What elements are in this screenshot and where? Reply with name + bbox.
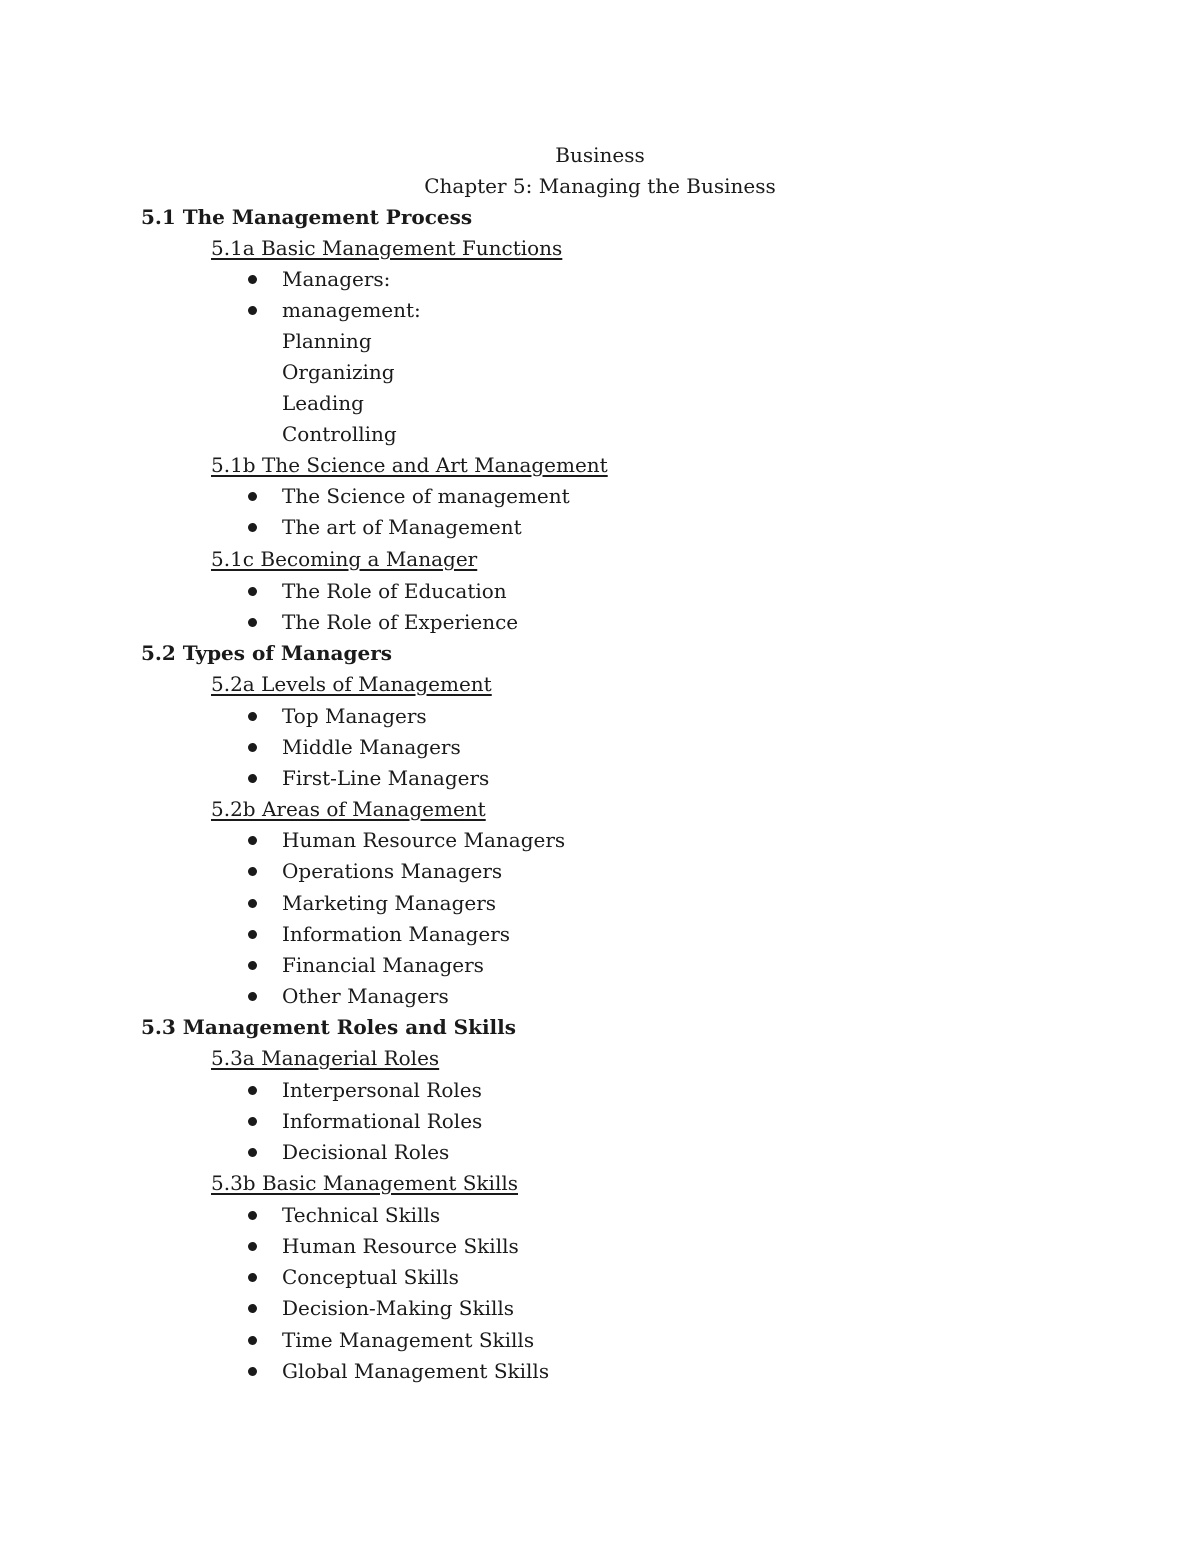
list-item <box>248 576 507 607</box>
subsection-heading: 5.3a Managerial Roles <box>211 1046 440 1070</box>
list-item <box>248 1325 535 1356</box>
function-item: Organizing <box>282 360 395 384</box>
list-item <box>248 607 519 638</box>
list-item <box>248 512 522 543</box>
bullet-icon <box>248 1117 257 1126</box>
list-item-text: Middle Managers <box>282 735 461 759</box>
list-item-text: Information Managers <box>282 922 511 946</box>
bullet-icon <box>248 1367 257 1376</box>
document-title: Business <box>555 143 645 167</box>
list-item <box>248 1293 515 1324</box>
list-item-text: First-Line Managers <box>282 766 490 790</box>
list-item <box>248 295 421 326</box>
list-item-text: Operations Managers <box>282 859 503 883</box>
list-item <box>248 1356 550 1387</box>
bullet-icon <box>248 836 257 845</box>
bullet-icon <box>248 930 257 939</box>
bullet-icon <box>248 1304 257 1313</box>
list-item-text: Top Managers <box>282 704 427 728</box>
bullet-icon <box>248 961 257 970</box>
list-item-text: Informational Roles <box>282 1109 483 1133</box>
chapter-title: Chapter 5: Managing the Business <box>424 174 776 198</box>
list-item-text: Other Managers <box>282 984 449 1008</box>
bullet-icon <box>248 1336 257 1345</box>
section-heading: 5.1 The Management Process <box>141 205 473 229</box>
list-item <box>248 732 461 763</box>
bullet-icon <box>248 275 257 284</box>
list-item-text: Global Management Skills <box>282 1359 550 1383</box>
function-item: Controlling <box>282 422 397 446</box>
list-item <box>248 763 490 794</box>
list-item <box>248 1262 459 1293</box>
list-item-text: Managers: <box>282 267 391 291</box>
bullet-icon <box>248 618 257 627</box>
list-item <box>248 1200 441 1231</box>
subsection-heading: 5.1b The Science and Art Management <box>211 453 608 477</box>
bullet-icon <box>248 1242 257 1251</box>
list-item-text: Human Resource Managers <box>282 828 566 852</box>
subsection-heading: 5.3b Basic Management Skills <box>211 1171 519 1195</box>
list-item-text: Marketing Managers <box>282 891 497 915</box>
bullet-icon <box>248 774 257 783</box>
list-item-text: Conceptual Skills <box>282 1265 459 1289</box>
list-item <box>248 856 503 887</box>
list-item-text: Technical Skills <box>282 1203 441 1227</box>
list-item-text: Financial Managers <box>282 953 484 977</box>
section-heading: 5.2 Types of Managers <box>141 641 393 665</box>
bullet-icon <box>248 1148 257 1157</box>
section-heading: 5.3 Management Roles and Skills <box>141 1015 516 1039</box>
list-item <box>248 1106 483 1137</box>
list-item <box>248 950 484 981</box>
list-item-text: The Role of Experience <box>282 610 519 634</box>
bullet-icon <box>248 743 257 752</box>
bullet-icon <box>248 587 257 596</box>
list-item-text: Human Resource Skills <box>282 1234 519 1258</box>
bullet-icon <box>248 899 257 908</box>
list-item <box>248 1075 482 1106</box>
list-item <box>248 888 497 919</box>
bullet-icon <box>248 523 257 532</box>
bullet-icon <box>248 1086 257 1095</box>
function-item: Planning <box>282 329 372 353</box>
bullet-icon <box>248 1273 257 1282</box>
bullet-icon <box>248 992 257 1001</box>
bullet-icon <box>248 712 257 721</box>
list-item-text: Time Management Skills <box>282 1328 535 1352</box>
list-item-text: Decision-Making Skills <box>282 1296 515 1320</box>
list-item <box>248 264 391 295</box>
subsection-heading: 5.2a Levels of Management <box>211 672 492 696</box>
list-item-text: management: <box>282 298 421 322</box>
bullet-icon <box>248 867 257 876</box>
list-item <box>248 1231 519 1262</box>
function-item: Leading <box>282 391 364 415</box>
list-item-text: The Role of Education <box>282 579 507 603</box>
bullet-icon <box>248 1211 257 1220</box>
list-item <box>248 1137 450 1168</box>
list-item <box>248 981 449 1012</box>
subsection-heading: 5.2b Areas of Management <box>211 797 486 821</box>
subsection-heading: 5.1a Basic Management Functions <box>211 236 563 260</box>
list-item-text: Interpersonal Roles <box>282 1078 482 1102</box>
subsection-heading: 5.1c Becoming a Manager <box>211 547 478 571</box>
list-item <box>248 919 511 950</box>
list-item-text: The Science of management <box>282 484 570 508</box>
bullet-icon <box>248 306 257 315</box>
list-item-text: The art of Management <box>282 515 522 539</box>
list-item <box>248 481 570 512</box>
list-item <box>248 825 566 856</box>
bullet-icon <box>248 492 257 501</box>
list-item-text: Decisional Roles <box>282 1140 450 1164</box>
list-item <box>248 701 427 732</box>
